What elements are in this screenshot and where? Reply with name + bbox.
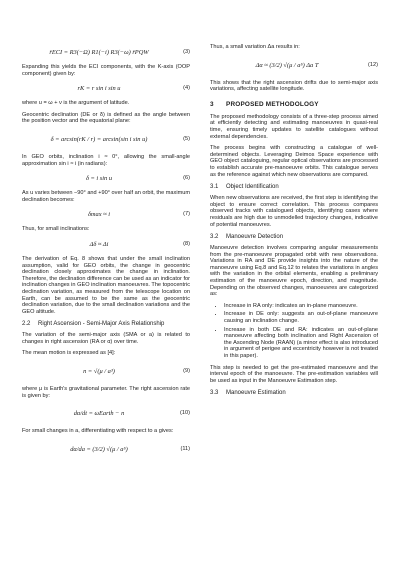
- right-column: [210, 44, 378, 401]
- section-number: 2.2: [22, 321, 31, 328]
- section-heading-3-1: [210, 184, 378, 190]
- equation-body: n = √(μ / a³): [83, 368, 115, 376]
- equation-body: rK = r sin i sin u: [77, 85, 121, 93]
- paragraph: The variation of the semi-major axis (SMA or a) is related to changes in right ascension (RA or α) over time.: [22, 332, 190, 345]
- paragraph: Thus, for small inclinations:: [22, 226, 90, 233]
- section-heading-3: [210, 101, 378, 108]
- equation-number: (11): [180, 445, 190, 452]
- section-number: 3: [210, 100, 214, 108]
- equation-number: (4): [183, 85, 190, 92]
- equation-number: (3): [183, 49, 190, 55]
- equation-body: δmax ≈ i: [87, 211, 111, 219]
- paragraph: In GEO orbits, inclination i ≈ 0°, allowing the small-angle approximation sin i ≈ i (in radians):: [22, 153, 190, 167]
- paragraph: The derivation of Eq. 8 shows that under the small inclination assumption, valid for GEO orbits, the change in geocentric declination closely approximates the change in inclination. Therefore, the declination difference can be used as an indicator for inclination changes in GEO inclination manoeuvres. The topocentric declination variation, as measured from the telescope location on Earth, can be assumed to be the same as the geocentric declination variation, due to the small declination variations and the GEO altitude.: [22, 255, 190, 315]
- equation-body: δ = i sin u: [85, 175, 113, 183]
- paragraph: Thus, a small variation Δa results in:: [210, 44, 300, 50]
- manoeuvre-category-list: [210, 303, 378, 360]
- paragraph: For small changes in a, differentiating with respect to a gives:: [22, 428, 174, 435]
- section-number: 3.1: [210, 184, 219, 191]
- equation-4: [22, 82, 190, 96]
- equation-number: (9): [183, 368, 190, 375]
- left-column: [22, 44, 190, 464]
- equation-10: [22, 404, 190, 424]
- equation-body: Δα ≈ (3/2) √(μ / a⁵) Δa T: [255, 61, 319, 69]
- paragraph: When new observations are received, the first step is identifying the object to ensure correct correlation. This process compares observed tracks with catalogued objects, identifying cases where residuals are high due to unmodelled trajectory changes, indicative of potential manoeuvres.: [210, 195, 378, 228]
- section-title: Manoeuvre Estimation: [226, 390, 286, 397]
- equation-number: (12): [368, 61, 378, 68]
- paragraph: where μ is Earth's gravitational parameter. The right ascension rate is given by:: [22, 386, 190, 399]
- paragraph: The mean motion is expressed as [4]:: [22, 350, 116, 357]
- equation-7: [22, 208, 190, 222]
- paragraph: Geocentric declination (DE or δ) is defined as the angle between the position vector and the equatorial plane:: [22, 111, 190, 125]
- section-title: Manoeuvre Detection: [226, 234, 284, 241]
- paragraph: This shows that the right ascension drifts due to semi-major axis variations, affecting satellite longitude.: [210, 79, 378, 93]
- list-item: • Increase in RA only: indicates an in-plane manoeuvre.: [224, 303, 378, 310]
- equation-9: [22, 362, 190, 382]
- paragraph: As u varies between −90° and +90° over half an orbit, the maximum declination becomes:: [22, 190, 190, 203]
- equation-number: (6): [183, 175, 190, 182]
- section-heading-3-3: [210, 390, 378, 396]
- equation-body: dα/dt = ωEarth − n: [73, 410, 125, 418]
- paragraph: Expanding this yields the ECI components, with the K-axis (OOP component) given by:: [22, 64, 190, 77]
- equation-number: (10): [180, 410, 190, 417]
- section-heading-3-2: [210, 234, 378, 240]
- section-heading-2-2: [22, 321, 190, 327]
- equation-body: dα/da = (3/2) √(μ / a⁵): [70, 445, 128, 453]
- equation-number: (8): [183, 240, 190, 247]
- list-item: • Increase in both DE and RA: indicates an out-of-plane manoeuvre affecting both inclination and Right Ascension of the Ascending Node (RAAN) (a minor effect is also introduced in argument of perigee and eccentricity however is not treated in this paper).: [224, 327, 378, 360]
- paragraph: The proposed methodology consists of a three-step process aimed at efficiently detecting and estimating manoeuvres in quasi-real time, ensuring timely updates to satellite catalogues without external dependencies.: [210, 113, 378, 140]
- section-title: Object Identification: [226, 184, 279, 191]
- equation-number: (5): [183, 135, 190, 142]
- list-item: • Increase in DE only: suggests an out-of-plane manoeuvre causing an inclination change.: [224, 311, 378, 324]
- paragraph: The process begins with constructing a catalogue of well-determined objects. Leveraging Deimos Space experience with GEO object cataloguing, regular optical observations are processed to establish accurate pre-manoeuvre orbits. This catalogue serves as the reference against which new observations are compared.: [210, 145, 378, 178]
- section-title: Right Ascension - Semi-Major Axis Relationship: [38, 321, 165, 328]
- paragraph: Manoeuvre detection involves comparing angular measurements from the pre-manoeuvre propagated orbit with new observations. Variations in RA and DE provide insights into the nature of the manoeuvre using Eq.8 and Eq.12 to relates the variations in angles with the variation in the orbital elements, enabling a preliminary estimation of the manoeuvre epoch, direction, and magnitude. Depending on the observed changes, manoeuvres are categorized as:: [210, 245, 378, 298]
- paragraph: This step is needed to get the pre-estimated manoeuvre and the interval epoch of the manoeuvre. The pre-estimation variables will be used as input in the Manoeuvre Estimation step.: [210, 364, 378, 384]
- equation-body: δ = arcsin(rK / r) = arcsin(sin i sin u): [50, 135, 148, 143]
- equation-11: [22, 440, 190, 460]
- equation-body: Δδ ≈ Δi: [89, 240, 109, 248]
- section-number: 3.2: [210, 234, 219, 241]
- equation-12: [210, 56, 378, 76]
- section-title: PROPOSED METHODOLOGY: [226, 100, 319, 108]
- paragraph: where u = ω + ν is the argument of latitude.: [22, 100, 130, 107]
- section-number: 3.3: [210, 390, 219, 397]
- equation-3: [22, 46, 190, 60]
- equation-5: [22, 130, 190, 150]
- equation-6: [22, 172, 190, 186]
- equation-number: (7): [183, 211, 190, 218]
- equation-8: [22, 238, 190, 252]
- equation-body: r̄ECI = R3(−Ω) R1(−i) R3(−ω) r̄PQW: [49, 49, 149, 56]
